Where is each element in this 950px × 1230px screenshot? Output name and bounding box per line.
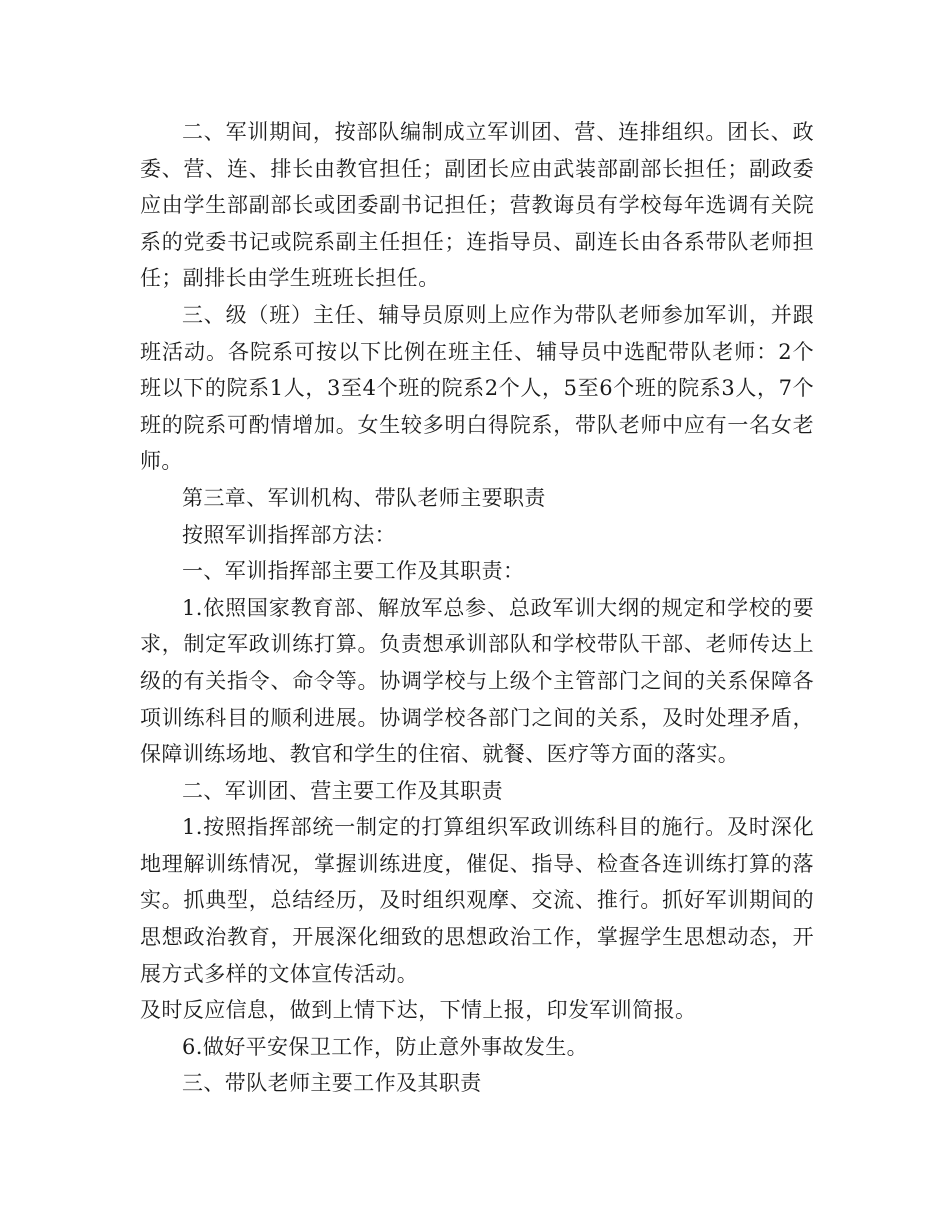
document-body xyxy=(140,114,814,1102)
paragraph-class-teachers: 三、级（班）主任、辅导员原则上应作为带队老师参加军训，并跟班活动。各院系可按以下比例在班主任、辅导员中选配带队老师：2个班以下的院系1人，3至4个班的院系2个人，5至6个班的院系3人，7个班的院系可酌情增加。女生较多明白得院系，带队老师中应有一名女老师。 xyxy=(140,302,814,474)
section-intro: 按照军训指挥部方法： xyxy=(182,522,396,547)
section-heading-regiment: 二、军训团、营主要工作及其职责 xyxy=(182,778,503,803)
chapter-heading: 第三章、军训机构、带队老师主要职责 xyxy=(182,485,546,510)
paragraph-regiment-duties: 1.按照指挥部统一制定的打算组织军政训练科目的施行。及时深化地理解训练情况，掌握训练进度，催促、指导、检查各连训练打算的落实。抓典型，总结经历，及时组织观摩、交流、推行。抓好军训期间的思想政治教育，开展深化细致的思想政治工作，掌握学生思想动态，开展方式多样的文体宣传活动。 xyxy=(140,815,814,986)
paragraph-feedback: 及时反应信息，做到上情下达，下情上报，印发军训简报。 xyxy=(140,998,697,1023)
paragraph-military-organization: 二、军训期间，按部队编制成立军训团、营、连排组织。团长、政委、营、连、排长由教官担任；副团长应由武装部副部长担任；副政委应由学生部副部长或团委副书记担任；营教诲员有学校每年选调有关院系的党委书记或院系副主任担任；连指导员、副连长由各系带队老师担任；副排长由学生班班长担任。 xyxy=(140,120,814,291)
section-heading-teachers: 三、带队老师主要工作及其职责 xyxy=(182,1071,482,1096)
paragraph-safety: 6.做好平安保卫工作，防止意外事故发生。 xyxy=(182,1034,589,1059)
paragraph-command-duties: 1.依照国家教育部、解放军总参、总政军训大纲的规定和学校的要求，制定军政训练打算。负责想承训部队和学校带队干部、老师传达上级的有关指令、命令等。协调学校与上级个主管部门之间的关系保障各项训练科目的顺利进展。协调学校各部门之间的关系，及时处理矛盾，保障训练场地、教官和学生的住宿、就餐、医疗等方面的落实。 xyxy=(140,595,814,767)
section-heading-command: 一、军训指挥部主要工作及其职责： xyxy=(182,559,525,584)
